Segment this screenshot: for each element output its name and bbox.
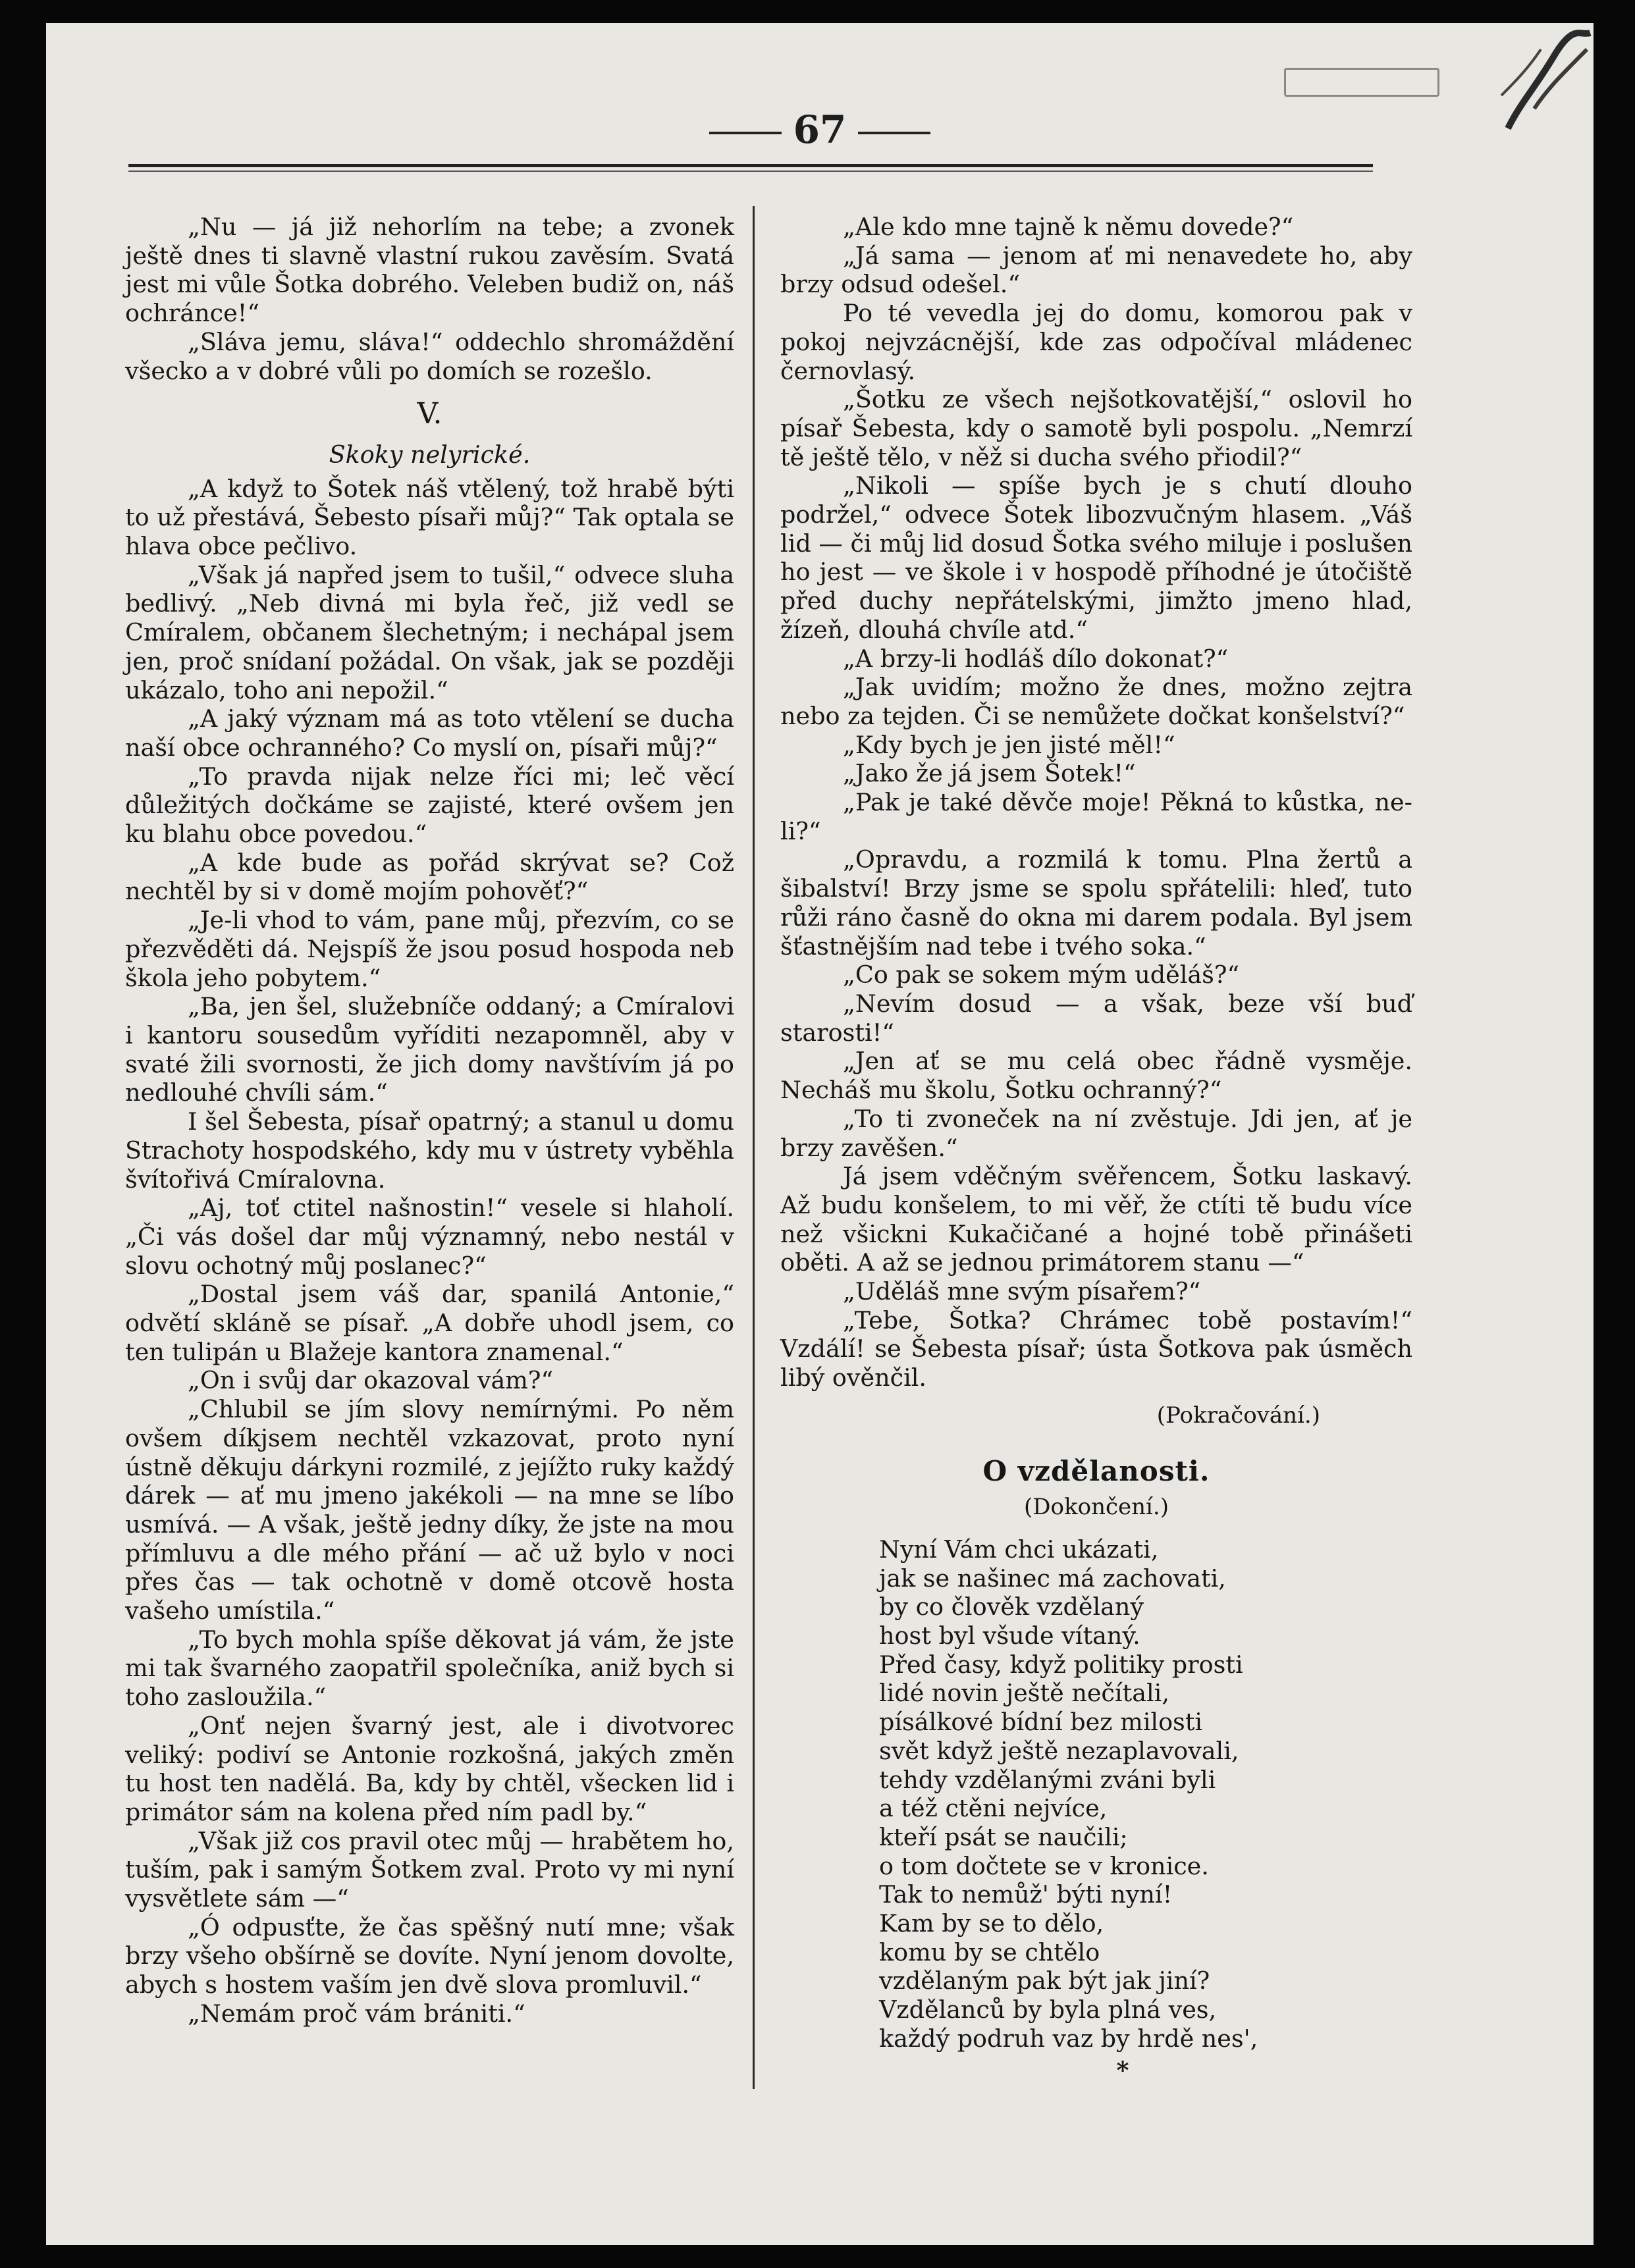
verse-line: tehdy vzdělanými zváni byli [879, 1765, 1216, 1794]
verse-line: písálkové bídní bez milosti [879, 1708, 1203, 1737]
paragraph: „To ti zvoneček na ní zvěstuje. Jdi jen, ať je brzy zavěšen.“ [780, 1104, 1412, 1162]
paragraph: I šel Šebesta, písař opatrný; a stanul u domu Strachoty hospodského, kdy mu v ústrety vyběhla švítořivá Cmíralovna. [125, 1107, 734, 1194]
paragraph: „A brzy-li hodláš dílo dokonat?“ [843, 644, 1229, 673]
verse-line: jak se našinec má zachovati, [879, 1564, 1226, 1593]
paragraph: „Jen ať se mu celá obec řádně vysměje. Necháš mu školu, Šotku ochranný?“ [780, 1047, 1412, 1105]
paragraph: „Šotku ze všech nejšotkovatější,“ oslovil ho písař Šebesta, kdy o samotě byli pospolu. „Nemrzí tě ještě tělo, v něž si ducha svého přiodil?“ [780, 385, 1412, 471]
page-number: 67 [46, 107, 1594, 152]
paragraph: „Je-li vhod to vám, pane můj, přezvím, co se přezvěděti dá. Nejspíš že jsou posud hospoda neb škola jeho pobytem.“ [125, 906, 734, 992]
verse-line: komu by se chtělo [879, 1938, 1100, 1966]
article-subtitle: (Dokončení.) [1024, 1494, 1169, 1521]
paragraph: „On i svůj dar okazoval vám?“ [188, 1366, 554, 1395]
paragraph: Já jsem vděčným svěřencem, Šotku laskavý. Až budu konšelem, to mi věř, že ctíti tě budu více než všickni Kukačičané a hojné tobě přinášeti oběti. A až se jednou primátorem stanu —“ [780, 1162, 1412, 1277]
paragraph: „Ó odpusťte, že čas spěšný nutí mne; však brzy všeho obšírně se dovíte. Nyní jenom dovolte, abych s hostem vaším jen dvě slova promluvil.“ [125, 1912, 734, 1999]
paragraph: „Jako že já jsem Šotek!“ [843, 759, 1136, 788]
verse-line: Vzdělanců by byla plná ves, [879, 1995, 1217, 2024]
paragraph: „Nevím dosud — a však, beze vší buď starosti!“ [780, 989, 1412, 1047]
paragraph: „Nemám proč vám brániti.“ [188, 1999, 525, 2028]
paragraph: „Nikoli — spíše bych je s chutí dlouho podržel,“ odvece Šotek libozvučným hlasem. „Váš lid — či můj lid dosud Šotka svého miluje i poslušen ho jest — ve škole i v hospodě příhodné je útočiště před duchy nepřátelskými, jimžto jmeno hlad, žízeň, dlouhá chvíle atd.“ [780, 471, 1412, 644]
continued-note: (Pokračování.) [1156, 1402, 1320, 1429]
verse-line: každý podruh vaz by hrdě nes', [879, 2024, 1258, 2053]
library-stamp-mark [1284, 68, 1439, 97]
verse-line: Nyní Vám chci ukázati, [879, 1535, 1159, 1564]
paragraph: „Já sama — jenom ať mi nenavedete ho, aby brzy odsud odešel.“ [780, 241, 1412, 299]
column-divider [753, 206, 755, 2089]
paragraph: „Opravdu, a rozmilá k tomu. Plna žertů a šibalství! Brzy jsme se spolu spřátelili: hleď, tuto růži ráno časně do okna mi darem podala. Byl jsem šťastnějším nad tebe i tvého soka.“ [780, 845, 1412, 961]
paragraph: „Pak je také děvče moje! Pěkná to kůstka, ne-li?“ [780, 788, 1412, 845]
header-rule-thin [128, 171, 1373, 172]
verse-line: Kam by se to dělo, [879, 1909, 1104, 1938]
left-column [125, 213, 734, 2028]
end-mark: * [1116, 2055, 1129, 2084]
chapter-number: V. [417, 397, 442, 431]
paragraph: „Sláva jemu, sláva!“ oddechlo shromáždění všecko a v dobré vůli po domích se rozešlo. [125, 327, 734, 385]
verse-line: kteří psát se naučili; [879, 1822, 1128, 1851]
header-rule [128, 164, 1373, 167]
paragraph: „Ba, jen šel, služebníče oddaný; a Cmíralovi i kantoru sousedům vyříditi nezapomněl, aby v svaté žili svornosti, že jich domy navštívím já po nedlouhé chvíli sám.“ [125, 992, 734, 1107]
paragraph: „Ale kdo mne tajně k němu dovede?“ [843, 213, 1294, 241]
paragraph: „Uděláš mne svým písařem?“ [843, 1277, 1201, 1306]
right-column [780, 213, 1412, 2084]
paragraph: „Však již cos pravil otec můj — hrabětem ho, tuším, pak i samým Šotkem zval. Proto vy mi nyní vysvětlete sám —“ [125, 1826, 734, 1913]
paragraph: „Chlubil se jím slovy nemírnými. Po něm ovšem díkjsem nechtěl vzkazovat, proto nyní ústně děkuju dárkyni rozmilé, z jejížto ruky každý dárek — ať mu jmeno jakékoli — na mne se líbo usmívá. — A však, ještě jedny díky, že jste na mou přímluvu a dle mého přání — ač už bylo v noci přes čas — tak ochotně v domě otcově hosta vašeho umístila.“ [125, 1395, 734, 1625]
verse-line: svět když ještě nezaplavovali, [879, 1736, 1239, 1765]
paragraph: „Co pak se sokem mým uděláš?“ [843, 961, 1240, 989]
chapter-title: Skoky nelyrické. [329, 440, 531, 469]
verse-line: Tak to nemůž' býti nyní! [879, 1880, 1173, 1909]
paragraph: „A jaký význam má as toto vtělení se ducha naší obce ochranného? Co myslí on, písaři můj?“ [125, 704, 734, 762]
paragraph: „Kdy bych je jen jisté měl!“ [843, 730, 1175, 759]
verse-line: host byl všude vítaný. [879, 1622, 1140, 1650]
verse-line: Před časy, když politiky prosti [879, 1650, 1243, 1679]
paragraph: „Aj, toť ctitel našnostin!“ vesele si hlaholí. „Či vás došel dar můj významný, nebo nestál v slovu ochotný můj poslanec?“ [125, 1194, 734, 1280]
paragraph: „Však já napřed jsem to tušil,“ odvece sluha bedlivý. „Neb divná mi byla řeč, již vedl se Cmíralem, občanem šlechetným; i nechápal jsem jen, proč snídaní požádal. On však, jak se později ukázalo, toho ani nepožil.“ [125, 560, 734, 704]
paragraph: „A kde bude as pořád skrývat se? Což nechtěl by si v domě mojím pohověť?“ [125, 848, 734, 906]
verse-line: a též ctěni nejvíce, [879, 1794, 1108, 1823]
paragraph: „To bych mohla spíše děkovat já vám, že jste mi tak švarného zaopatřil společníka, aniž bych si toho zasloužila.“ [125, 1625, 734, 1712]
paragraph: „Dostal jsem váš dar, spanilá Antonie,“ odvětí skláně se písař. „A dobře uhodl jsem, co ten tulipán u Blažeje kantora znamenal.“ [125, 1280, 734, 1366]
paragraph: „To pravda nijak nelze říci mi; leč věcí důležitých dočkáme se zajisté, které ovšem jen ku blahu obce povedou.“ [125, 762, 734, 849]
newspaper-page [46, 23, 1594, 2245]
verse-line: o tom dočtete se v kronice. [879, 1851, 1209, 1880]
article-title: O vzdělanosti. [982, 1454, 1210, 1487]
paragraph: „Tebe, Šotka? Chrámec tobě postavím!“ Vzdálí! se Šebesta písař; ústa Šotkova pak úsměch libý ověnčil. [780, 1305, 1412, 1392]
paragraph: Po té vevedla jej do domu, komorou pak v pokoj nejvzácnější, kde zas odpočíval mládenec černovlasý. [780, 299, 1412, 385]
verse-line: by co člověk vzdělaný [879, 1593, 1144, 1622]
verse-line: lidé novin ještě nečítali, [879, 1679, 1169, 1708]
paragraph: „A když to Šotek náš vtělený, tož hrabě býti to už přestává, Šebesto písaři můj?“ Tak optala se hlava obce pečlivo. [125, 474, 734, 561]
paragraph: „Nu — já již nehorlím na tebe; a zvonek ještě dnes ti slavně vlastní rukou zavěsím. Svatá jest mi vůle Šotka dobrého. Veleben budiž on, náš ochránce!“ [125, 213, 734, 328]
verse-line: vzdělaným pak být jak jiní? [879, 1966, 1210, 1995]
paragraph: „Jak uvidím; možno že dnes, možno zejtra nebo za tejden. Či se nemůžete dočkat konšelství?“ [780, 673, 1412, 730]
paragraph: „Onť nejen švarný jest, ale i divotvorec veliký: podiví se Antonie rozkošná, jakých změn tu host ten nadělá. Ba, kdy by chtěl, všecken lid i primátor sám na kolena před ním padl by.“ [125, 1711, 734, 1826]
